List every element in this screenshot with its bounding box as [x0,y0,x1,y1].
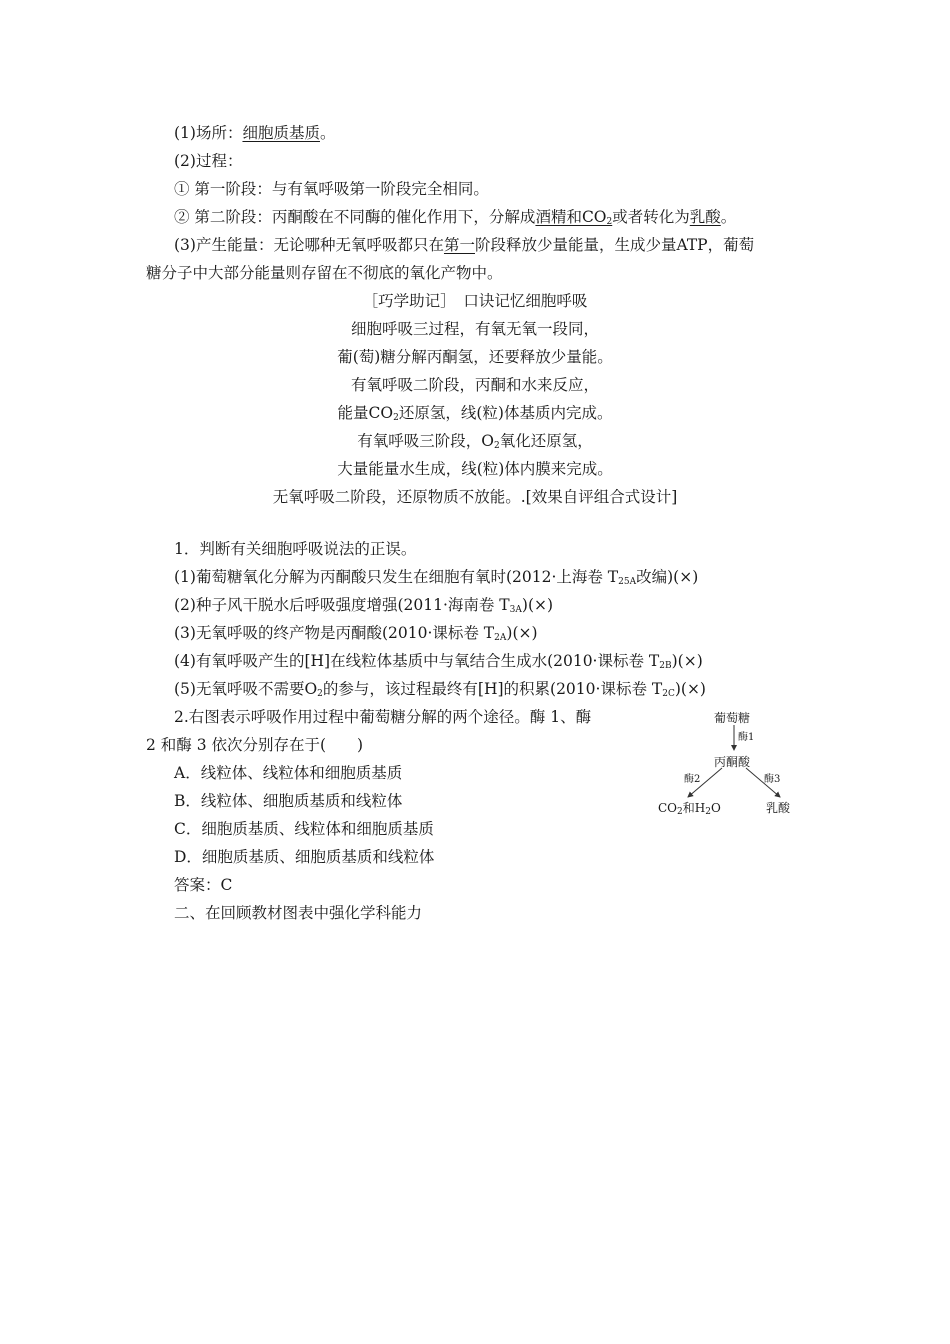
stage-two-period: 。 [720,208,737,226]
subscript: 25A [618,577,637,587]
mnemonic-line: 无氧呼吸二阶段，还原物质不放能。.[效果自评组合式设计] [272,488,678,506]
mnemonic-line: 大量能量水生成，线(粒)体内膜来完成。 [337,460,613,478]
question-2-stem: 2.右图表示呼吸作用过程中葡萄糖分解的两个途径。酶 1、酶 [174,708,592,726]
lactic-acid-label: 乳酸 [766,801,791,815]
energy-answer: 第一 [443,236,475,254]
answer: 答案：C [174,876,233,894]
judgement-item [174,651,703,671]
judgement-item [174,679,706,699]
stage-one-line: ① 第一阶段：与有氧呼吸第一阶段完全相同。 [174,180,489,198]
energy-text: (3)产生能量：无论哪种无氧呼吸都只在 [174,236,444,254]
subscript: 2A [494,633,507,643]
judgement-item [174,595,553,615]
subscript: 2B [659,661,672,671]
stage-two-line [174,207,736,227]
stage-two-answer-1-text: 酒精和CO [535,208,607,226]
mnemonic-text: 还原氢，线(粒)体基质内完成。 [398,404,613,422]
option-a: A．线粒体、线粒体和细胞质基质 [174,764,403,782]
mnemonic-line: 葡(萄)糖分解丙酮氢，还要释放少量能。 [337,348,613,366]
option-b: B．线粒体、细胞质基质和线粒体 [174,792,403,810]
stage-two-text-2: 或者转化为 [612,208,690,226]
question-2-stem-cont: 2 和酶 3 依次分别存在于( ) [146,736,364,754]
subscript: 2C [662,689,675,699]
enzyme1-label: 酶1 [738,732,755,743]
subscript: 2 [705,807,711,817]
pyruvate-label: 丙酮酸 [714,755,751,769]
enzyme2-label: 酶2 [684,774,701,785]
item-text: (4)有氧呼吸产生的[H]在线粒体基质中与氧结合生成水(2010·课标卷 T [174,652,660,670]
item-text: 改编)(×) [636,568,699,586]
energy-text-2: 阶段释放少量能量，生成少量ATP，葡萄 [474,236,755,254]
item-text: )(×) [674,680,706,698]
item-text: )(×) [521,596,554,614]
option-d: D．细胞质基质、细胞质基质和线粒体 [174,848,435,866]
glucose-label: 葡萄糖 [714,711,751,725]
process-heading: (2)过程： [174,152,243,170]
item-text: (2)种子风干脱水后呼吸强度增强(2011·海南卷 T [174,596,510,614]
co2-text: CO [658,801,678,815]
subscript: 2 [393,413,399,423]
site-period: 。 [319,124,336,142]
mnemonic-text: 能量CO [337,404,394,422]
site-line [174,123,336,143]
option-c: C．细胞质基质、线粒体和细胞质基质 [174,820,434,838]
item-text: (3)无氧呼吸的终产物是丙酮酸(2010·课标卷 T [174,624,495,642]
stage-two-text: ② 第二阶段：丙酮酸在不同酶的催化作用下，分解成 [174,208,536,226]
subscript: 3A [509,605,522,615]
subscript: 2 [677,807,683,817]
glucose-pathway-diagram [640,705,820,825]
energy-line-cont: 糖分子中大部分能量则存留在不彻底的氧化产物中。 [146,264,503,282]
item-text: (1)葡萄糖氧化分解为丙酮酸只发生在细胞有氧时(2012·上海卷 T [174,568,619,586]
subscript: 2 [493,441,500,451]
question-1-title: 1．判断有关细胞呼吸说法的正误。 [174,540,417,558]
mnemonic-line [0,431,950,451]
stage-two-answer-1 [535,208,612,226]
mnemonic-text: 有氧呼吸三阶段，O [357,432,494,450]
enzyme3-label: 酶3 [764,774,781,785]
site-label: (1)场所： [174,124,243,142]
item-text: 的参与，该过程最终有[H]的积累(2010·课标卷 T [322,680,663,698]
item-text: )(×) [671,652,703,670]
item-text: )(×) [506,624,538,642]
co2-water-label [658,801,721,815]
subscript: 2 [606,217,613,227]
item-text: (5)无氧呼吸不需要O [174,680,318,698]
judgement-item [174,623,538,643]
site-answer: 细胞质基质 [242,124,320,142]
mnemonic-text: 氧化还原氢， [499,432,593,450]
mnemonic-title: ［巧学助记］ 口诀记忆细胞呼吸 [362,292,588,310]
subscript: 2 [317,689,323,699]
mnemonic-line: 有氧呼吸二阶段，丙酮和水来反应， [350,376,599,394]
judgement-item [174,567,698,587]
energy-line [174,235,754,255]
section-2-heading: 二、在回顾教材图表中强化学科能力 [174,904,423,922]
mnemonic-line [0,403,950,423]
water-text: O [710,801,721,815]
mnemonic-line: 细胞呼吸三过程，有氧无氧一段同， [350,320,599,338]
stage-two-answer-2: 乳酸 [689,208,721,226]
water-text: 和H [682,801,706,815]
